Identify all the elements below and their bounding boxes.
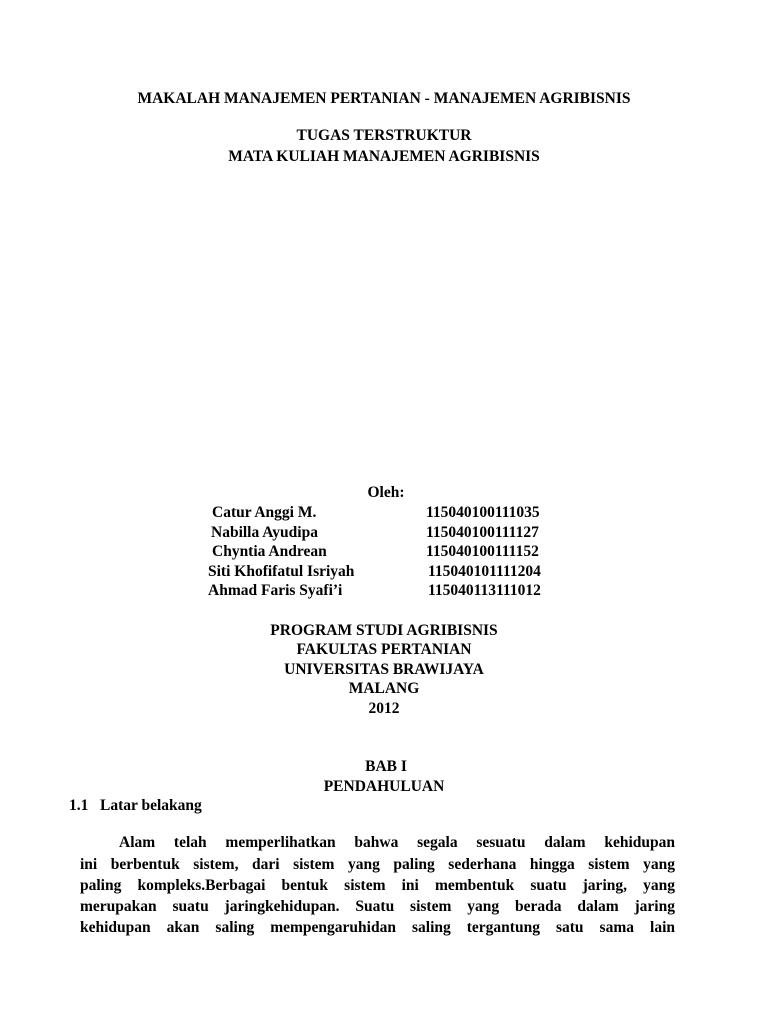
paragraph-line: ini berbentuk sistem, dari sistem yang paling sederhana hingga sistem yang <box>80 856 675 873</box>
faculty: FAKULTAS PERTANIAN <box>296 641 472 658</box>
author-nim: 115040101111204 <box>428 563 541 580</box>
author-nim: 115040100111152 <box>426 543 539 560</box>
assignment-type: TUGAS TERSTRUKTUR <box>296 127 472 144</box>
paragraph-line: paling kompleks.Berbagai bentuk sistem ini membentuk suatu jaring, yang <box>80 877 675 894</box>
chapter-number: BAB I <box>365 758 407 775</box>
authors-heading: Oleh: <box>367 484 405 501</box>
author-nim: 115040113111012 <box>428 582 541 599</box>
study-program: PROGRAM STUDI AGRIBISNIS <box>270 622 498 639</box>
document-title: MAKALAH MANAJEMEN PERTANIAN - MANAJEMEN AGRIBISNIS <box>137 90 631 107</box>
author-name: Catur Anggi M. <box>212 504 317 521</box>
chapter-title: PENDAHULUAN <box>323 778 445 795</box>
paragraph-line: Alam telah memperlihatkan bahwa segala sesuatu dalam kehidupan <box>119 834 675 851</box>
year: 2012 <box>368 700 400 717</box>
paragraph-line: kehidupan akan saling mempengaruhidan saling tergantung satu sama lain <box>80 919 675 936</box>
author-name: Chyntia Andrean <box>212 543 327 560</box>
author-nim: 115040100111035 <box>426 504 540 521</box>
author-nim: 115040100111127 <box>426 524 539 541</box>
course-name: MATA KULIAH MANAJEMEN AGRIBISNIS <box>228 148 540 165</box>
university: UNIVERSITAS BRAWIJAYA <box>284 661 484 678</box>
author-name: Siti Khofifatul Isriyah <box>208 563 355 580</box>
section-number: 1.1 <box>69 797 89 814</box>
section-title: Latar belakang <box>100 797 202 814</box>
paragraph-line: merupakan suatu jaringkehidupan. Suatu sistem yang berada dalam jaring <box>80 898 675 915</box>
author-name: Ahmad Faris Syafi’i <box>208 582 343 599</box>
author-name: Nabilla Ayudipa <box>211 524 318 541</box>
section-heading <box>69 797 202 815</box>
city: MALANG <box>348 680 420 697</box>
